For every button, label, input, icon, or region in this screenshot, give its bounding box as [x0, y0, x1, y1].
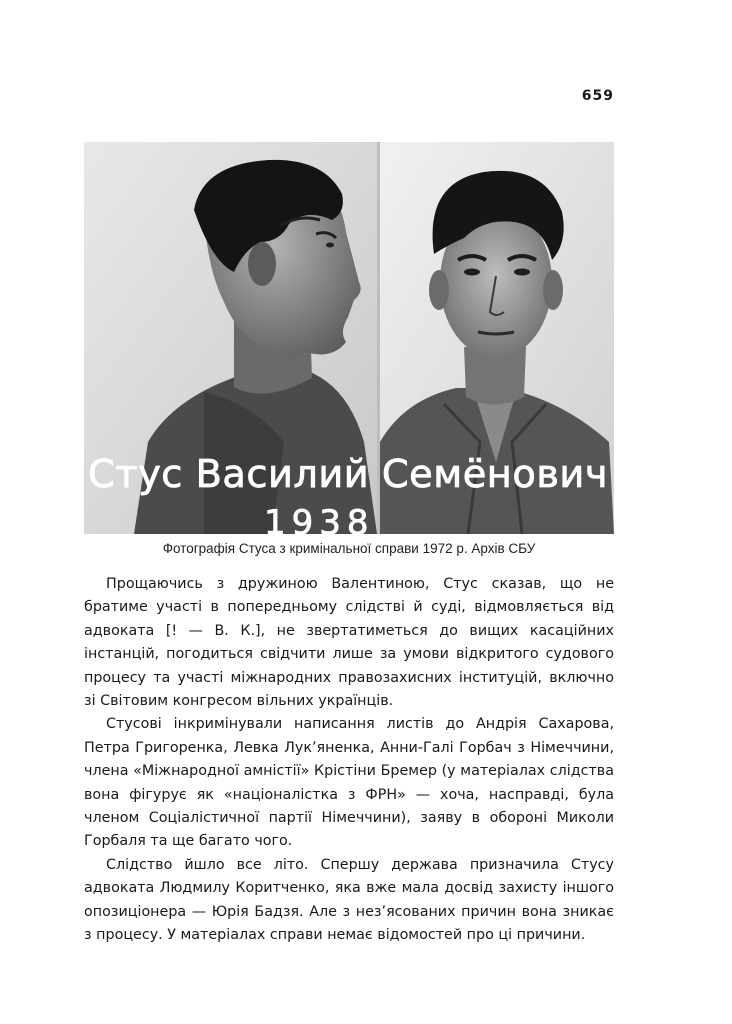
mugshot-photo	[84, 142, 614, 534]
page-number: 659	[581, 88, 614, 104]
paragraph: Слідство йшло все літо. Спершу держава призначила Стусу адвоката Людмилу Коритченко, яка вже мала досвід захисту іншого опозиціонера — Юрія Бадзя. Але з нез’ясованих причин вона зникає з процесу. У матеріалах справи немає відомостей про ці причини.	[84, 856, 614, 944]
paragraph: Прощаючись з дружиною Валентиною, Стус сказав, що не братиме участі в попередньому слідстві й суді, відмовляється від адвоката [! — В. К.], не звертатиметься до вищих касаційних інстанцій, погодиться свідчити лише за умови відкритого судового процесу та участі міжнародних правозахисних інституцій, включно зі Світовим конгресом вільних українців.	[84, 576, 614, 710]
handwritten-year: 1938	[264, 503, 375, 534]
handwritten-name: Стус Василий Семёнович	[88, 452, 608, 496]
photo-caption: Фотографія Стуса з кримінальної справи 1972 р. Архів СБУ	[162, 541, 536, 556]
paragraph: Стусові інкримінували написання листів до Андрія Сахарова, Петра Григоренка, Левка Лук’яненка, Анни-Галі Горбач з Німеччини, члена «Міжнародної амністії» Крістіни Бремер (у матеріалах слідства вона фігурує як «націоналістка з ФРН» — хоча, насправді, була членом Соціалістичної партії Німеччини), заяву в обороні Миколи Горбаля та ще багато чого.	[84, 716, 614, 850]
body-text	[84, 573, 614, 948]
